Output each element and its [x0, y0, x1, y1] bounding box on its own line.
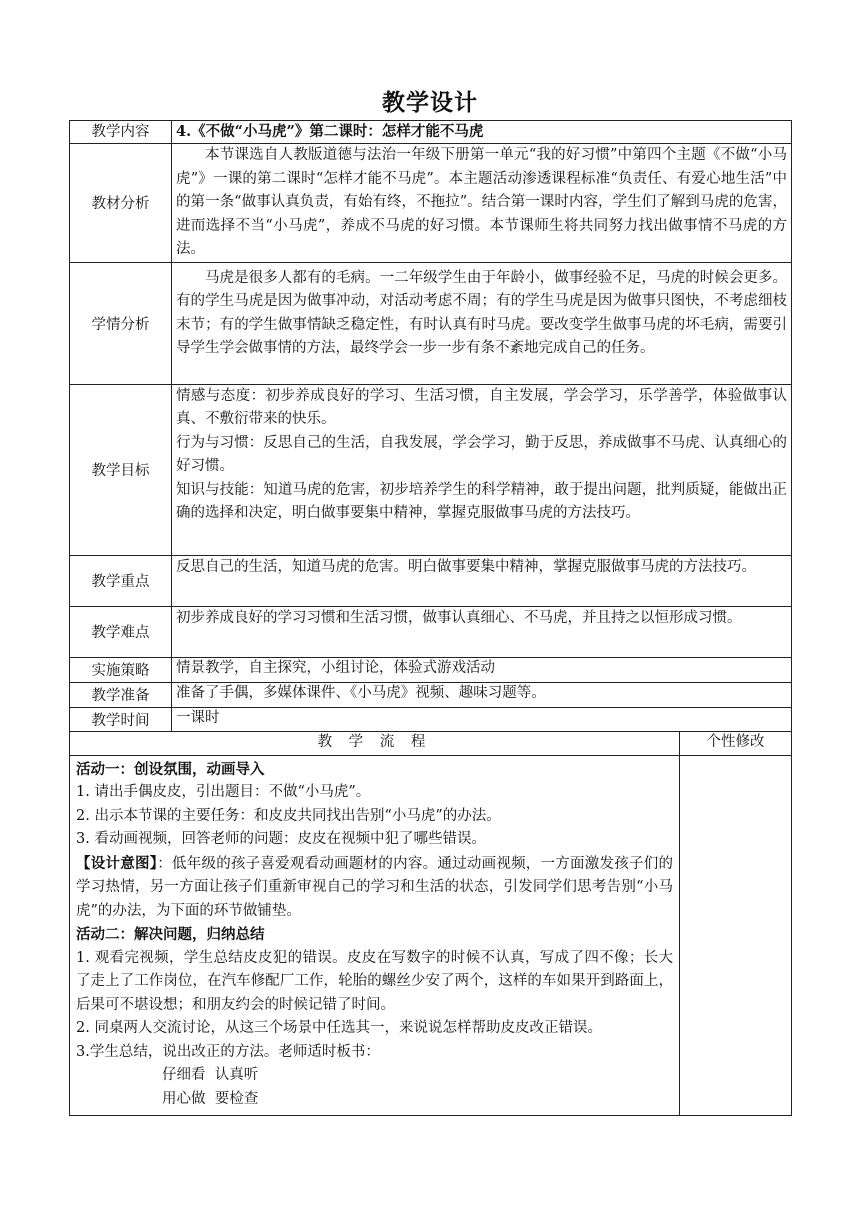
label-key: 教学重点	[70, 555, 172, 606]
design-intent-label: 【设计意图】	[76, 854, 158, 872]
label-content: 教学内容	[70, 121, 172, 144]
design-intent-text: ：低年级的孩子喜爱观看动画题材的内容。通过动画视频，一方面激发孩子们的学习热情，另一方面让孩子们重新审视自己的学习和生活的状态，引发同学们思考告别“小马虎”的办法，为下面的环节做铺垫。	[76, 855, 674, 919]
blackboard-line: 用心做 要检查	[162, 1090, 259, 1107]
row-prep	[70, 682, 792, 707]
activity-one-step: 1. 请出手偶皮皮，引出题目：不做“小马虎”。	[76, 784, 371, 800]
row-content	[70, 121, 792, 144]
label-students: 学情分析	[70, 262, 172, 384]
label-goals: 教学目标	[70, 384, 172, 555]
label-prep: 教学准备	[70, 682, 172, 707]
activity-one-title: 活动一：创设氛围，动画导入	[76, 760, 265, 778]
row-time	[70, 707, 792, 731]
row-strategy	[70, 657, 792, 682]
activity-two-step: 3.学生总结，说出改正的方法。老师适时板书：	[76, 1043, 380, 1060]
row-flow-body	[70, 755, 792, 1116]
value-students: 马虎是很多人都有的毛病。一二年级学生由于年龄小，做事经验不足，马虎的时候会更多。有的学生马虎是因为做事冲动，对活动考虑不周；有的学生马虎是因为做事只图快，不考虑细枝末节；有的学生做事情缺乏稳定性，有时认真有时马虎。要改变学生做事马虎的坏毛病，需要引导学生学会做事情的方法，最终学会一步一步有条不紊地完成自己的任务。	[172, 262, 792, 384]
goal-knowledge: 知识与技能：知道马虎的危害，初步培养学生的科学精神，敢于提出问题，批判质疑，能做出正确的选择和决定，明白做事要集中精神，掌握克服做事马虎的方法技巧。	[176, 481, 788, 521]
row-material	[70, 144, 792, 263]
value-prep: 准备了手偶，多媒体课件、《小马虎》视频、趣味习题等。	[172, 682, 792, 707]
row-key	[70, 555, 792, 606]
value-key: 反思自己的生活，知道马虎的危害。明白做事要集中精神，掌握克服做事马虎的方法技巧。	[172, 555, 792, 606]
goal-emotion: 情感与态度：初步养成良好的学习、生活习惯，自主发展，学会学习，乐学善学，体验做事认真、不敷衍带来的快乐。	[176, 387, 788, 427]
label-material: 教材分析	[70, 144, 172, 263]
lesson-plan-table	[69, 120, 792, 1116]
activity-two-step: 1. 观看完视频，学生总结皮皮犯的错误。皮皮在写数字的时候不认真，写成了四不像；长大了走上了工作岗位，在汽车修配厂工作，轮胎的螺丝少安了两个，这样的车如果开到路面上，后果可不堪设想；和朋友约会的时候记错了时间。	[76, 949, 673, 1013]
value-material: 本节课选自人教版道德与法治一年级下册第一单元“我的好习惯”中第四个主题《不做“小马虎”》一课的第二课时“怎样才能不马虎”。本主题活动渗透课程标准“负责任、有爱心地生活”中的第一条“做事认真负责，有始有终，不拖拉”。结合第一课时内容，学生们了解到马虎的危害，进而选择不当“小马虎”，养成不马虎的好习惯。本节课师生将共同努力找出做事情不马虎的方法。	[172, 144, 792, 263]
label-difficult: 教学难点	[70, 606, 172, 657]
flow-header: 教 学 流 程	[70, 731, 680, 755]
activity-two-title: 活动二：解决问题，归纳总结	[76, 926, 265, 943]
label-time: 教学时间	[70, 707, 172, 731]
value-content: 4.《不做“小马虎”》第二课时：怎样才能不马虎	[172, 121, 792, 144]
modification-header: 个性修改	[680, 731, 792, 755]
label-strategy: 实施策略	[70, 657, 172, 682]
activity-one-step: 3. 看动画视频，回答老师的问题：皮皮在视频中犯了哪些错误。	[76, 831, 486, 847]
goal-behavior: 行为与习惯：反思自己的生活，自我发展，学会学习，勤于反思，养成做事不马虎、认真细心的好习惯。	[176, 434, 788, 474]
value-strategy: 情景教学，自主探究，小组讨论，体验式游戏活动	[172, 657, 792, 682]
page-title: 教学设计	[382, 90, 478, 116]
value-time: 一课时	[172, 707, 792, 731]
value-difficult: 初步养成良好的学习习惯和生活习惯，做事认真细心、不马虎，并且持之以恒形成习惯。	[172, 606, 792, 657]
activity-one-step: 2. 出示本节课的主要任务：和皮皮共同找出告别“小马虎”的办法。	[76, 807, 501, 824]
flow-content	[70, 755, 680, 1116]
blackboard-line: 仔细看 认真听	[162, 1067, 259, 1083]
activity-two-step: 2. 同桌两人交流讨论，从这三个场景中任选其一，来说说怎样帮助皮皮改正错误。	[76, 1020, 602, 1036]
row-goals	[70, 384, 792, 555]
row-flow-header	[70, 731, 792, 755]
value-goals	[172, 384, 792, 555]
row-difficult	[70, 606, 792, 657]
modification-cell[interactable]	[680, 755, 792, 1116]
design-intent	[76, 852, 673, 924]
row-students	[70, 262, 792, 384]
